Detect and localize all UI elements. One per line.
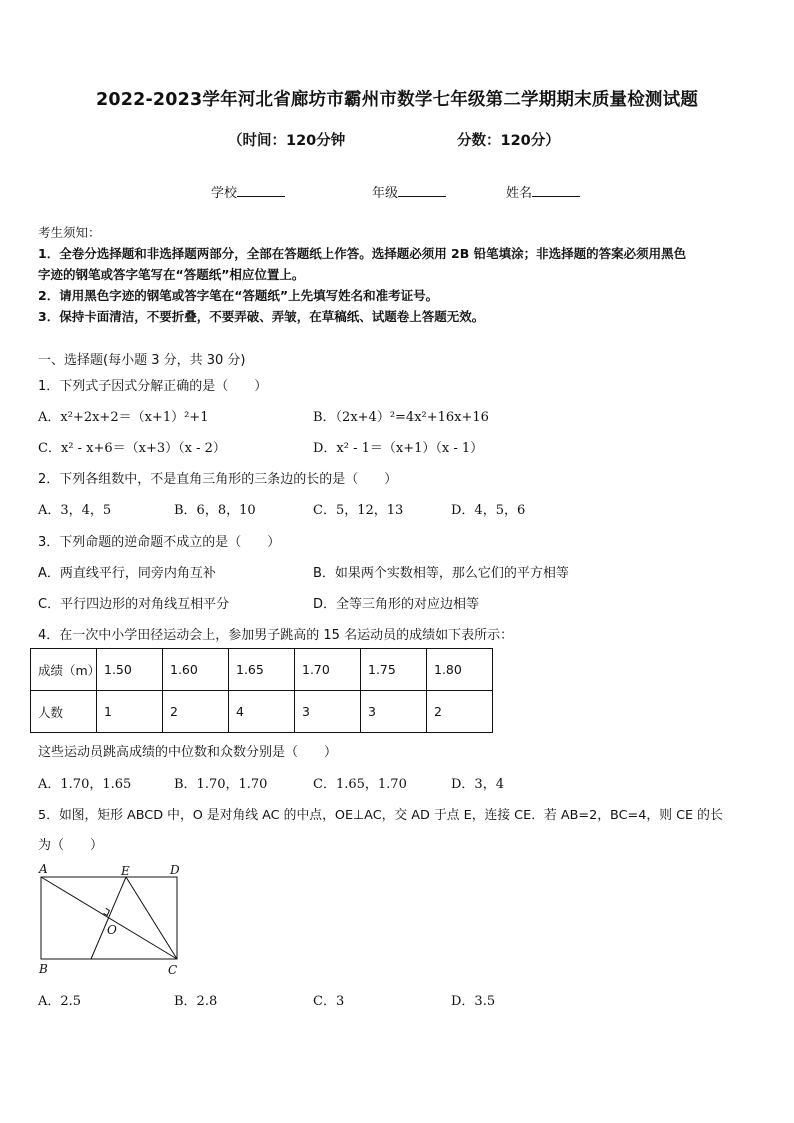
question-2-option-d: D．4，5，6 [451,503,526,518]
label-d: D [170,863,180,877]
question-3-stem: 3．下列命题的逆命题不成立的是（ ） [38,535,281,550]
section-heading: 一、选择题(每小题 3 分，共 30 分) [38,353,246,368]
label-o: O [107,923,117,937]
table-cell: 1.80 [427,649,493,691]
exam-time: （时间：120分钟 [228,133,346,149]
table-row [31,649,493,691]
table-cell: 3 [361,691,427,733]
question-3-option-d: D．全等三角形的对应边相等 [313,597,480,612]
label-c: C [168,963,178,977]
question-4-question: 这些运动员跳高成绩的中位数和众数分别是（ ） [38,745,338,760]
question-1-option-c: C．x² - x+6＝（x+3）（x - 2） [38,441,226,456]
question-4-stem: 4．在一次中小学田径运动会上，参加男子跳高的 15 名运动员的成绩如下表所示： [38,628,514,643]
notice-heading: 考生须知： [38,225,101,240]
scores-table [30,648,493,733]
question-5-option-a: A．2.5 [38,994,82,1009]
question-1-option-d: D．x² - 1＝（x+1）（x - 1） [313,441,484,456]
exam-score: 分数：120分） [457,133,560,149]
table-cell: 1.70 [295,649,361,691]
notice-item: 1．全卷分选择题和非选择题两部分，全部在答题纸上作答。选择题必须用 2B 铅笔填涂；非选择题的答案必须用黑色 [38,246,687,261]
table-cell: 人数 [31,691,97,733]
table-cell: 3 [295,691,361,733]
question-5-option-d: D．3.5 [451,994,496,1009]
question-1-stem: 1．下列式子因式分解正确的是（ ） [38,379,268,394]
school-label: 学校 [211,186,238,201]
question-4-option-a: A．1.70，1.65 [38,777,132,792]
right-angle-mark [104,908,110,915]
question-3-option-b: B．如果两个实数相等，那么它们的平方相等 [313,566,569,581]
table-row [31,691,493,733]
name-label: 姓名 [506,186,533,201]
question-5-stem: 5．如图，矩形 ABCD 中，O 是对角线 AC 的中点，OE⊥AC，交 AD 于点 E，连接 CE．若 AB=2，BC=4，则 CE 的长 [38,808,723,823]
table-cell: 2 [163,691,229,733]
label-e: E [121,864,130,878]
notice-item: 3．保持卡面清洁，不要折叠，不要弄破、弄皱，在草稿纸、试题卷上答题无效。 [38,309,485,324]
segment-ce [126,877,177,959]
notice-item: 字迹的钢笔或答字笔写在“答题纸”相应位置上。 [38,267,305,282]
table-cell: 成绩（m） [31,649,97,691]
question-5-stem-cont: 为（ ） [38,838,104,853]
question-2-option-c: C．5，12，13 [313,503,404,518]
label-a: A [39,862,48,876]
question-1-option-b: B．（2x+4）²=4x²+16x+16 [313,410,489,425]
question-3-option-a: A．两直线平行，同旁内角互补 [38,566,216,581]
grade-field [372,182,446,201]
exam-title: 2022-2023学年河北省廊坊市霸州市数学七年级第二学期期末质量检测试题 [95,90,699,110]
question-3-option-c: C．平行四边形的对角线互相平分 [38,597,230,612]
table-cell: 1.60 [163,649,229,691]
name-field [506,182,580,201]
grade-blank [398,184,446,197]
rectangle-figure [30,858,200,980]
question-2-stem: 2．下列各组数中，不是直角三角形的三条边的长的是（ ） [38,472,398,487]
question-4-option-c: C．1.65，1.70 [313,777,407,792]
question-1-option-a: A．x²+2x+2＝（x+1）²+1 [38,410,209,425]
table-cell: 1 [97,691,163,733]
perpendicular-oe [91,877,126,959]
table-cell: 1.50 [97,649,163,691]
table-cell: 4 [229,691,295,733]
question-4-option-b: B．1.70，1.70 [174,777,268,792]
question-5-option-c: C．3 [313,994,345,1009]
school-blank [237,184,285,197]
table-cell: 2 [427,691,493,733]
grade-label: 年级 [372,186,399,201]
question-2-option-b: B．6，8，10 [174,503,256,518]
table-cell: 1.65 [229,649,295,691]
name-blank [532,184,580,197]
question-5-option-b: B．2.8 [174,994,218,1009]
question-4-option-d: D．3，4 [451,777,504,792]
label-b: B [39,962,48,976]
table-cell: 1.75 [361,649,427,691]
candidate-notice [38,222,758,327]
notice-item: 2．请用黑色字迹的钢笔或答字笔在“答题纸”上先填写姓名和准考证号。 [38,288,439,303]
school-field [211,182,285,201]
question-2-option-a: A．3，4，5 [38,503,112,518]
